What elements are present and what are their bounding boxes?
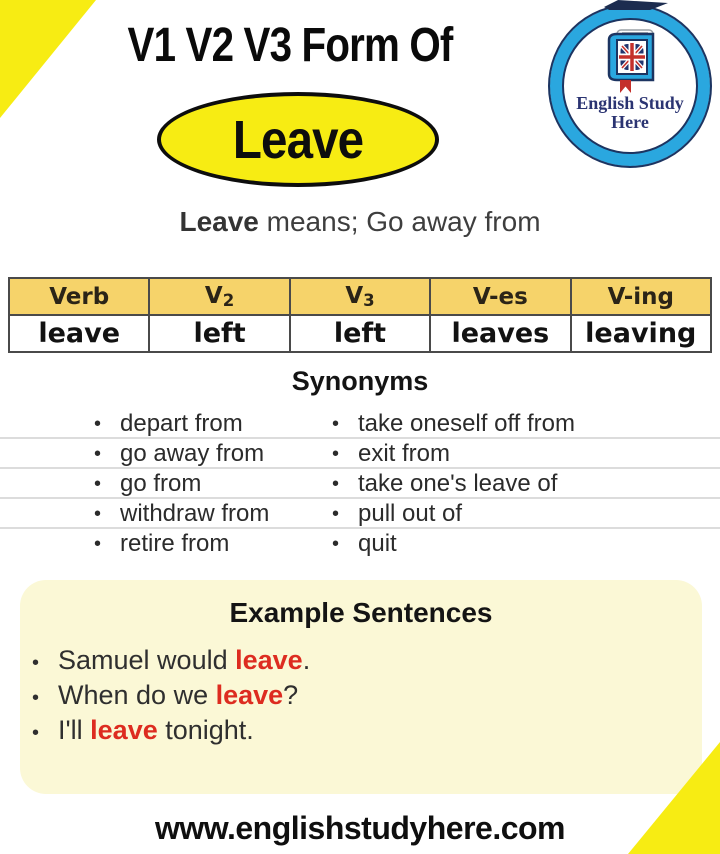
bullet-icon: •	[332, 412, 340, 435]
highlighted-verb: leave	[90, 715, 158, 745]
bullet-icon: •	[32, 722, 40, 744]
synonym-item	[332, 529, 575, 559]
synonym-item	[94, 439, 269, 469]
table-header-cell: V3	[290, 278, 430, 315]
example-sentences-panel	[20, 580, 702, 794]
synonym-item	[94, 469, 269, 499]
meaning-line	[0, 206, 720, 238]
bookmark-ribbon-icon	[620, 80, 631, 93]
bullet-icon: •	[94, 502, 102, 525]
corner-triangle-top-left	[0, 0, 96, 118]
logo-name-line1: English Study	[576, 93, 684, 113]
synonyms-left-column	[94, 409, 269, 559]
synonym-text: go from	[120, 470, 202, 497]
synonyms-heading: Synonyms	[291, 366, 429, 396]
page-title: V1 V2 V3 Form Of	[127, 19, 453, 72]
synonym-item	[94, 409, 269, 439]
table-header-cell: V-ing	[571, 278, 711, 315]
synonym-text: withdraw from	[120, 500, 270, 527]
english-study-here-logo	[548, 4, 712, 168]
table-cell: left	[149, 315, 289, 352]
sentence-text: .	[302, 645, 311, 675]
bullet-icon: •	[332, 532, 340, 555]
synonym-text: take oneself off from	[358, 410, 576, 437]
highlighted-verb: leave	[235, 645, 303, 675]
synonym-item	[94, 529, 269, 559]
book-with-uk-flag-icon	[595, 28, 665, 94]
bullet-icon: •	[32, 652, 40, 674]
bullet-icon: •	[32, 687, 40, 709]
table-header-cell: Verb	[9, 278, 149, 315]
synonym-item	[332, 499, 575, 529]
bullet-icon: •	[332, 502, 340, 525]
table-header-cell: V-es	[430, 278, 570, 315]
bullet-icon: •	[94, 472, 102, 495]
sentence-text: Samuel would	[58, 645, 236, 675]
synonym-text: pull out of	[358, 500, 463, 527]
example-sentence	[32, 679, 702, 714]
table-row	[9, 315, 711, 352]
synonym-item	[332, 469, 575, 499]
synonym-text: depart from	[120, 410, 243, 437]
table-cell: leaving	[571, 315, 711, 352]
table-header-cell: V2	[149, 278, 289, 315]
synonym-text: quit	[358, 530, 397, 557]
table-cell: leaves	[430, 315, 570, 352]
bullet-icon: •	[94, 532, 102, 555]
table-cell: left	[290, 315, 430, 352]
table-header-row	[9, 278, 711, 315]
sentence-text: I'll	[58, 715, 91, 745]
example-sentence	[32, 644, 702, 679]
sentence-text: ?	[283, 680, 299, 710]
meaning-text: means; Go away from	[258, 206, 541, 237]
synonym-item	[94, 499, 269, 529]
meaning-word: Leave	[179, 206, 259, 237]
example-sentences-list	[20, 644, 702, 749]
synonym-text: take one's leave of	[358, 470, 558, 497]
examples-heading: Example Sentences	[229, 597, 493, 628]
sentence-text: When do we	[58, 680, 216, 710]
uk-flag-icon	[619, 43, 645, 71]
website-url: www.englishstudyhere.com	[154, 810, 565, 846]
synonym-item	[332, 439, 575, 469]
synonym-item	[332, 409, 575, 439]
bullet-icon: •	[94, 412, 102, 435]
sentence-text: tonight.	[157, 715, 254, 745]
table-cell: leave	[9, 315, 149, 352]
bullet-icon: •	[332, 442, 340, 465]
synonym-text: go away from	[120, 440, 265, 467]
synonym-text: exit from	[358, 440, 451, 467]
logo-name	[576, 94, 684, 132]
synonyms-right-column	[332, 409, 575, 559]
word-oval-badge	[157, 92, 439, 187]
logo-name-line2: Here	[611, 112, 649, 132]
example-sentence	[32, 714, 702, 749]
synonym-text: retire from	[120, 530, 230, 557]
bullet-icon: •	[94, 442, 102, 465]
highlighted-verb: leave	[215, 680, 284, 710]
bullet-icon: •	[332, 472, 340, 495]
verb-forms-table	[8, 277, 712, 353]
word-label: Leave	[232, 109, 364, 170]
